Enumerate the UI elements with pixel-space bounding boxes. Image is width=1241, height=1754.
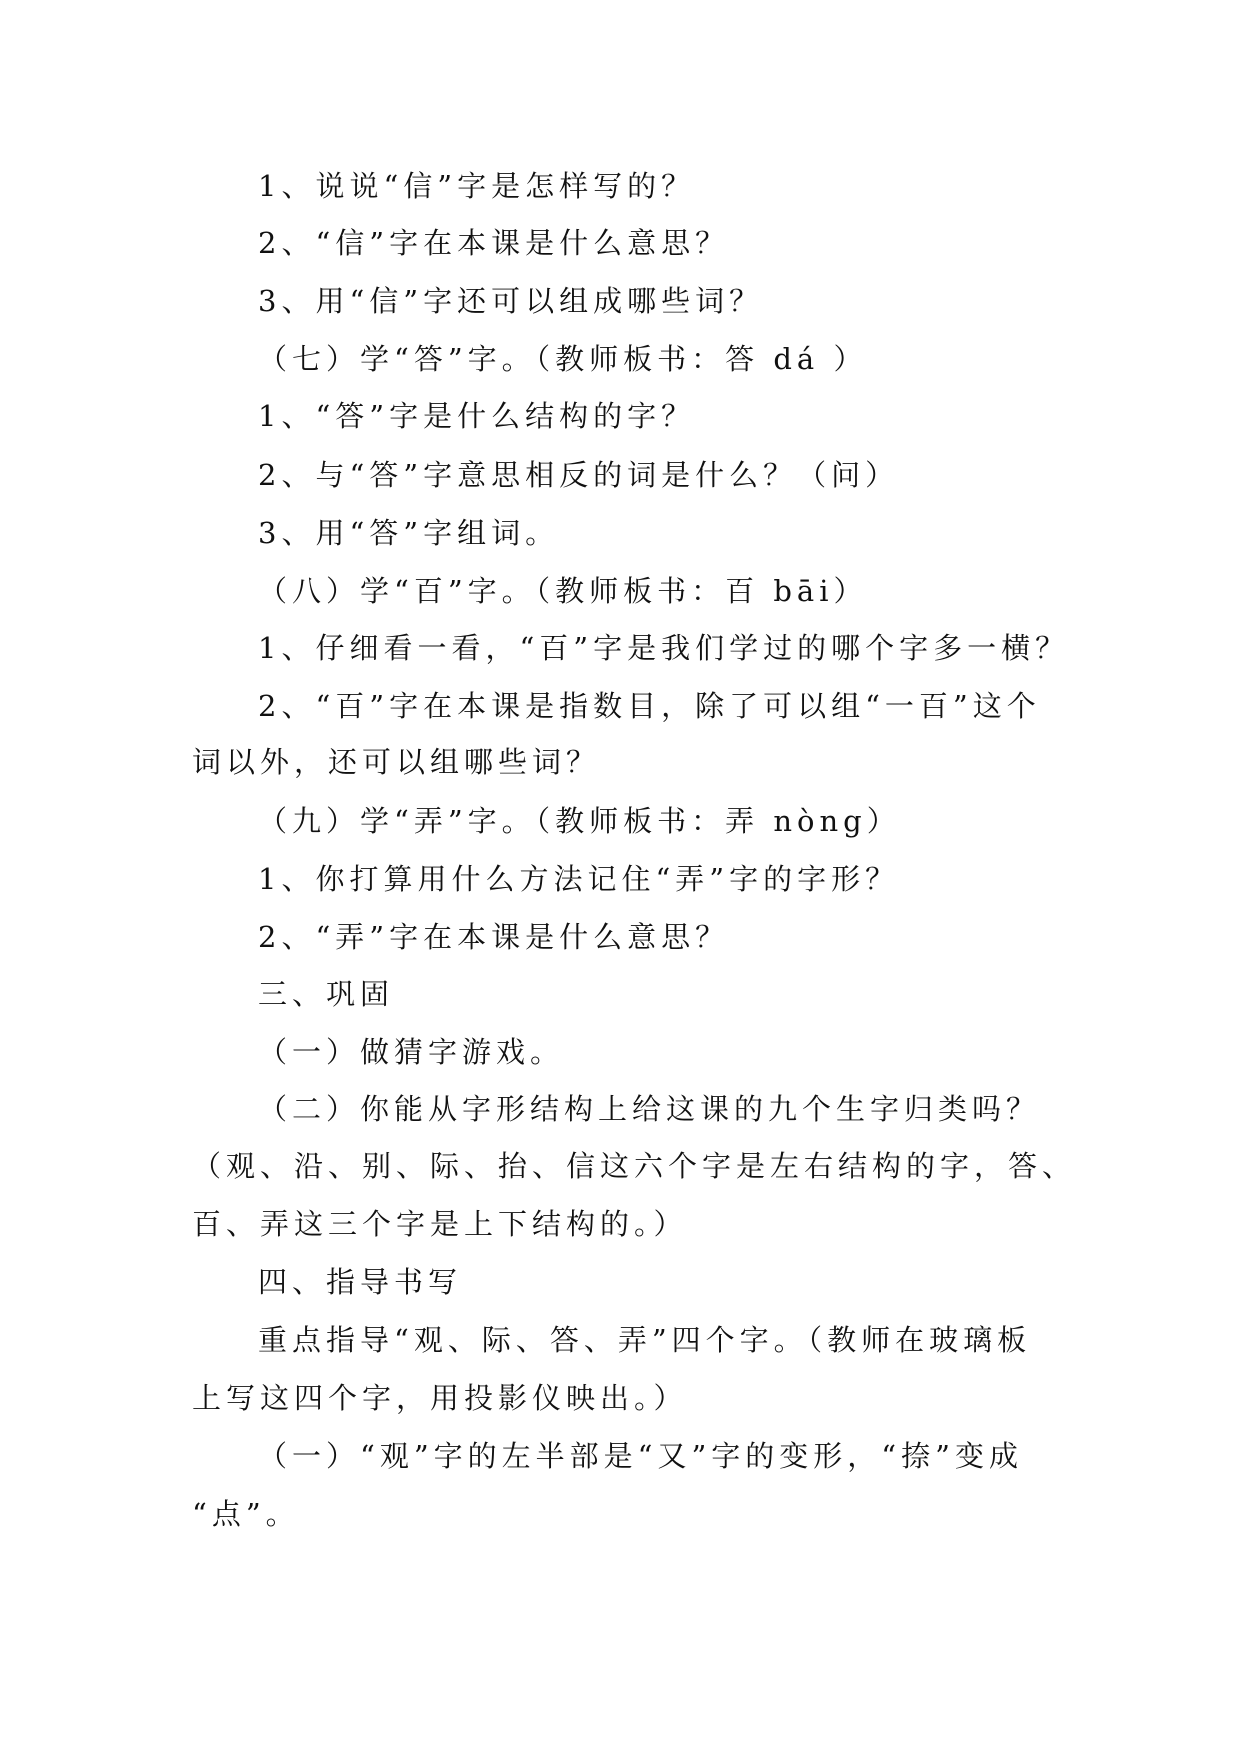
text-line: 1、“答”字是什么结构的字？ bbox=[258, 399, 696, 433]
section-heading: （八）学“百”字。（教师板书：百 bāi） bbox=[258, 574, 868, 608]
text-line: 百、弄这三个字是上下结构的。） bbox=[192, 1207, 688, 1241]
section-heading: 三、巩固 bbox=[258, 977, 395, 1011]
text-line: 重点指导“观、际、答、弄”四个字。（教师在玻璃板 bbox=[258, 1323, 1032, 1357]
text-line: 词以外，还可以组哪些词？ bbox=[192, 745, 601, 779]
section-heading: （九）学“弄”字。（教师板书：弄 nòng） bbox=[258, 804, 901, 838]
text-line: 3、用“信”字还可以组成哪些词？ bbox=[258, 284, 764, 318]
section-heading: 四、指导书写 bbox=[258, 1265, 463, 1299]
text-line: （观、沿、别、际、抬、信这六个字是左右结构的字，答、 bbox=[192, 1149, 1077, 1183]
text-line: “点”。 bbox=[192, 1497, 300, 1531]
text-line: 2、与“答”字意思相反的词是什么？（问） bbox=[258, 458, 900, 492]
text-line: 上写这四个字，用投影仪映出。） bbox=[192, 1381, 688, 1415]
text-line: 1、说说“信”字是怎样写的？ bbox=[258, 169, 696, 203]
text-line: 2、“百”字在本课是指数目，除了可以组“一百”这个 bbox=[258, 689, 1041, 723]
section-heading: （七）学“答”字。（教师板书：答 dá ） bbox=[258, 342, 868, 376]
text-line: （一）“观”字的左半部是“又”字的变形，“捺”变成 bbox=[258, 1439, 1023, 1473]
text-line: （一）做猜字游戏。 bbox=[258, 1035, 565, 1069]
text-line: 1、仔细看一看，“百”字是我们学过的哪个字多一横？ bbox=[258, 631, 1070, 665]
text-line: 3、用“答”字组词。 bbox=[258, 516, 560, 550]
text-line: 2、“弄”字在本课是什么意思？ bbox=[258, 920, 730, 954]
text-line: 2、“信”字在本课是什么意思？ bbox=[258, 226, 730, 260]
text-line: （二）你能从字形结构上给这课的九个生字归类吗？ bbox=[258, 1092, 1041, 1126]
text-line: 1、你打算用什么方法记住“弄”字的字形？ bbox=[258, 862, 900, 896]
